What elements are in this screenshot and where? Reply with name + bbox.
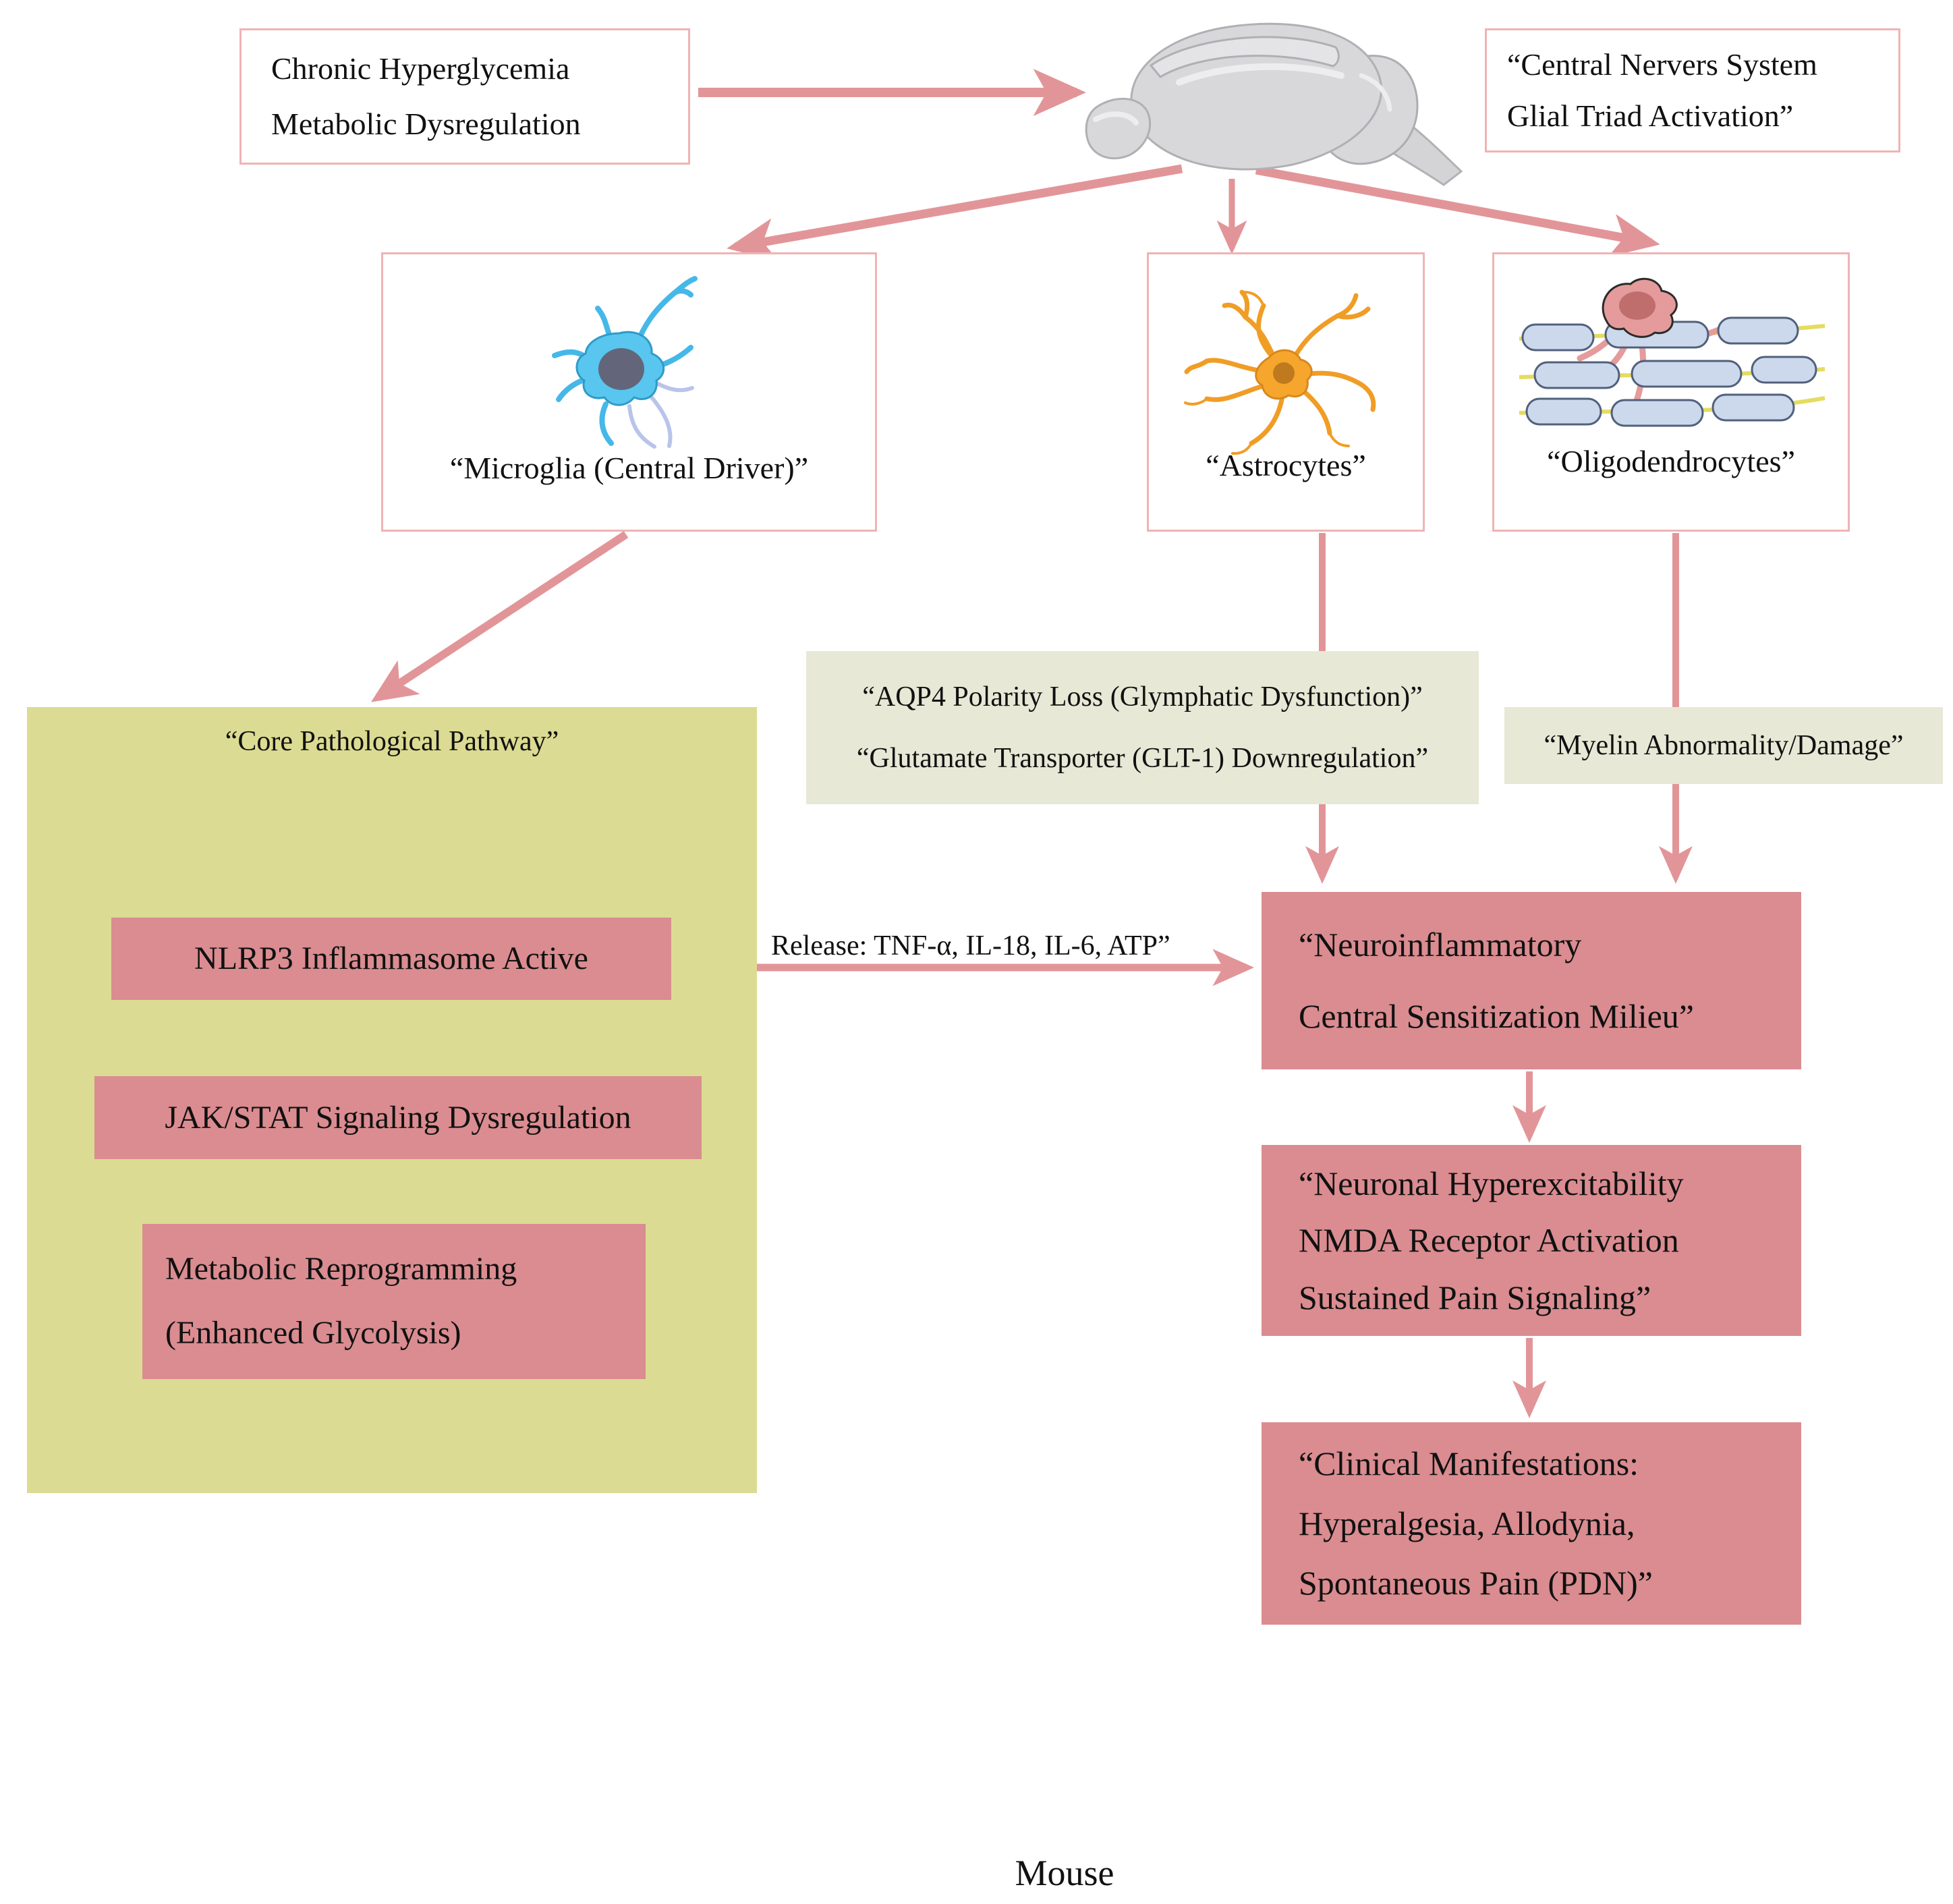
hyperglycemia-line1: Chronic Hyperglycemia <box>271 51 570 86</box>
metabolic-line2: (Enhanced Glycolysis) <box>165 1314 461 1351</box>
hyperexcitability-line3: Sustained Pain Signaling” <box>1299 1278 1651 1316</box>
microglia-box <box>381 252 877 532</box>
oligodendrocytes-label: “Oligodendrocytes” <box>1547 444 1795 478</box>
clinical-line1: “Clinical Manifestations: <box>1299 1444 1639 1482</box>
clinical-manifestations-node <box>1262 1422 1801 1625</box>
glt1-line: “Glutamate Transporter (GLT-1) Downregulation” <box>856 742 1429 774</box>
microglia-label: “Microglia (Central Driver)” <box>449 451 809 485</box>
neuroinflammatory-line2: Central Sensitization Milieu” <box>1299 997 1694 1035</box>
species-label: Mouse <box>1015 1853 1114 1893</box>
jak-stat-node: JAK/STAT Signaling Dysregulation <box>94 1076 702 1159</box>
cns-line1: “Central Nervers System <box>1507 47 1817 82</box>
hyperexcitability-node <box>1262 1145 1801 1336</box>
neuroinflammatory-node <box>1262 892 1801 1069</box>
release-arrow-label: Release: TNF-α, IL-18, IL-6, ATP” <box>771 930 1170 961</box>
metabolic-reprogramming-node <box>142 1224 646 1379</box>
hyperexcitability-line2: NMDA Receptor Activation <box>1299 1221 1679 1259</box>
cns-glial-triad-box <box>1485 28 1900 152</box>
metabolic-line1: Metabolic Reprogramming <box>165 1251 517 1287</box>
hyperglycemia-box <box>239 28 690 165</box>
clinical-line2: Hyperalgesia, Allodynia, <box>1299 1504 1635 1542</box>
astrocytes-box <box>1147 252 1425 532</box>
cns-line2: Glial Triad Activation” <box>1507 98 1794 133</box>
astrocyte-callout-box <box>806 651 1479 804</box>
microglia-cell-icon <box>511 262 754 465</box>
core-pathway-title: “Core Pathological Pathway” <box>225 726 559 757</box>
astrocyte-cell-icon <box>1168 267 1407 462</box>
arrow-microglia-to-core-pathway <box>378 534 626 698</box>
astrocytes-label: “Astrocytes” <box>1206 448 1366 482</box>
clinical-line3: Spontaneous Pain (PDN)” <box>1299 1564 1653 1602</box>
neuroinflammatory-line1: “Neuroinflammatory <box>1299 926 1582 963</box>
core-pathway-panel <box>27 707 757 1493</box>
hyperglycemia-line2: Metabolic Dysregulation <box>271 106 581 141</box>
oligodendrocytes-box <box>1492 252 1850 532</box>
aqp4-line: “AQP4 Polarity Loss (Glymphatic Dysfunction)” <box>862 681 1423 712</box>
brain-icon <box>1071 1 1466 194</box>
myelin-callout-box: “Myelin Abnormality/Damage” <box>1504 707 1943 784</box>
nlrp3-node: NLRP3 Inflammasome Active <box>111 918 671 1000</box>
oligodendrocyte-cell-icon <box>1516 275 1830 443</box>
hyperexcitability-line1: “Neuronal Hyperexcitability <box>1299 1164 1684 1202</box>
